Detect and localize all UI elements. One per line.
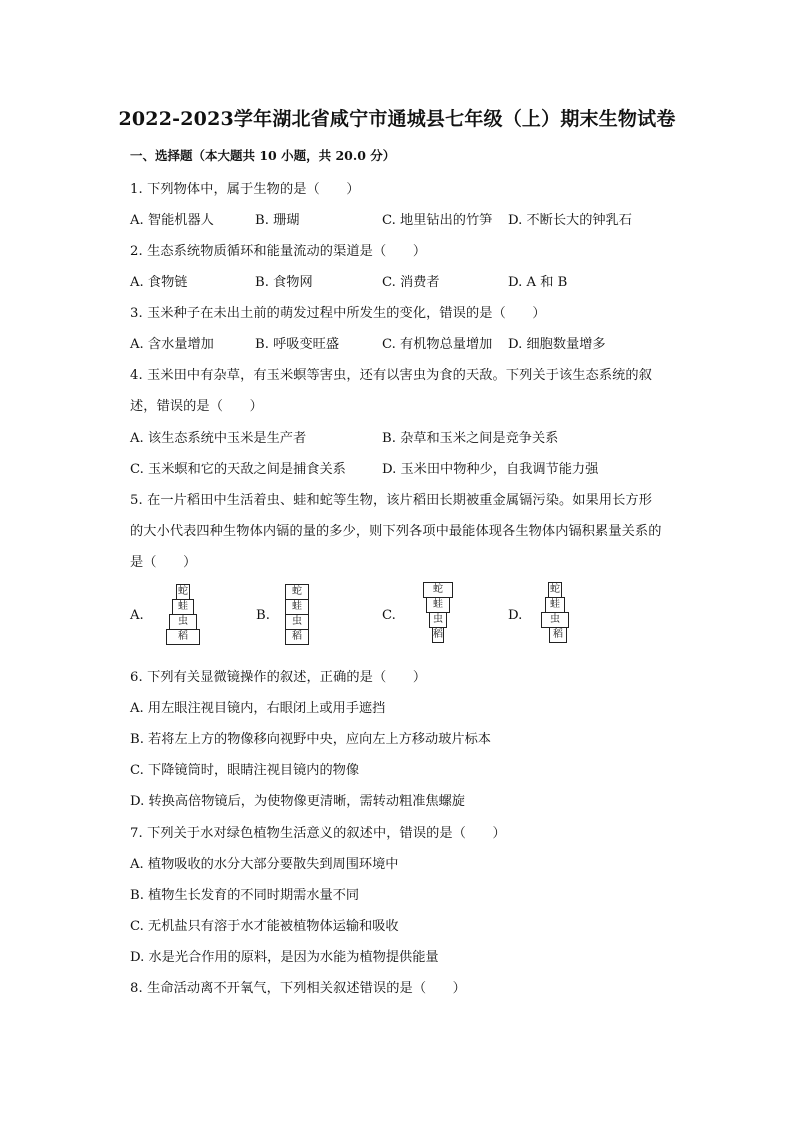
question-5-figure-options xyxy=(130,580,690,655)
q2-option-d: D. A 和 B xyxy=(508,275,568,290)
q3-option-c: C. 有机物总量增加 xyxy=(382,337,493,352)
insect-block: 虫 xyxy=(285,614,309,630)
snake-block: 蛇 xyxy=(285,584,309,600)
q5-option-a-label: A. xyxy=(130,608,144,623)
section-heading: 一、选择题（本大题共 10 小题，共 20.0 分） xyxy=(130,148,396,163)
q1-option-a: A. 智能机器人 xyxy=(130,213,214,228)
insect-block: 虫 xyxy=(541,612,569,628)
question-5-stem-line3: 是（ ） xyxy=(130,555,197,570)
q5-option-c-label: C. xyxy=(382,608,396,623)
q3-option-a: A. 含水量增加 xyxy=(130,337,214,352)
insect-block: 虫 xyxy=(169,614,197,630)
q4-option-d: D. 玉米田中物种少，自我调节能力强 xyxy=(382,462,599,477)
snake-block: 蛇 xyxy=(548,582,562,598)
q6-option-c: C. 下降镜筒时，眼睛注视目镜内的物像 xyxy=(130,763,360,778)
question-2-stem: 2. 生态系统物质循环和能量流动的渠道是（ ） xyxy=(130,244,427,259)
q7-option-b: B. 植物生长发育的不同时期需水量不同 xyxy=(130,888,360,903)
frog-block: 蛙 xyxy=(172,599,194,615)
rice-block: 稻 xyxy=(549,627,567,643)
q3-option-b: B. 呼吸变旺盛 xyxy=(255,337,340,352)
q1-option-b: B. 珊瑚 xyxy=(255,213,300,228)
question-5-stem-line1: 5. 在一片稻田中生活着虫、蛙和蛇等生物，该片稻田长期被重金属镉污染。如果用长方形 xyxy=(130,493,652,508)
question-4-stem-line2: 述，错误的是（ ） xyxy=(130,399,263,414)
q7-option-c: C. 无机盐只有溶于水才能被植物体运输和吸收 xyxy=(130,919,399,934)
q5-option-b-label: B. xyxy=(256,608,270,623)
frog-block: 蛙 xyxy=(285,599,309,615)
question-1-stem: 1. 下列物体中，属于生物的是（ ） xyxy=(130,182,360,197)
rice-block: 稻 xyxy=(166,629,200,645)
q6-option-b: B. 若将左上方的物像移向视野中央，应向左上方移动玻片标本 xyxy=(130,732,491,747)
q2-option-a: A. 食物链 xyxy=(130,275,188,290)
snake-block: 蛇 xyxy=(176,584,190,600)
question-4-stem-line1: 4. 玉米田中有杂草，有玉米螟等害虫，还有以害虫为食的天敌。下列关于该生态系统的叙 xyxy=(130,368,652,383)
q4-option-b: B. 杂草和玉米之间是竞争关系 xyxy=(382,431,559,446)
rice-block: 稻 xyxy=(432,627,444,643)
frog-block: 蛙 xyxy=(426,597,450,613)
q2-option-b: B. 食物网 xyxy=(255,275,313,290)
q6-option-d: D. 转换高倍物镜后，为使物像更清晰，需转动粗准焦螺旋 xyxy=(130,794,465,809)
q7-option-d: D. 水是光合作用的原料，是因为水能为植物提供能量 xyxy=(130,950,439,965)
q5-option-d-label: D. xyxy=(508,608,523,623)
q4-option-c: C. 玉米螟和它的天敌之间是捕食关系 xyxy=(130,462,346,477)
question-5-stem-line2: 的大小代表四种生物体内镉的量的多少，则下列各项中最能体现各生物体内镉积累量关系的 xyxy=(130,524,662,539)
exam-title: 2022-2023学年湖北省咸宁市通城县七年级（上）期末生物试卷 xyxy=(118,108,676,130)
question-6-stem: 6. 下列有关显微镜操作的叙述，正确的是（ ） xyxy=(130,670,427,685)
insect-block: 虫 xyxy=(429,612,447,628)
snake-block: 蛇 xyxy=(423,582,453,598)
q1-option-d: D. 不断长大的钟乳石 xyxy=(508,213,632,228)
q7-option-a: A. 植物吸收的水分大部分要散失到周围环境中 xyxy=(130,857,399,872)
q3-option-d: D. 细胞数量增多 xyxy=(508,337,606,352)
q6-option-a: A. 用左眼注视目镜内，右眼闭上或用手遮挡 xyxy=(130,701,386,716)
rice-block: 稻 xyxy=(285,629,309,645)
frog-block: 蛙 xyxy=(545,597,565,613)
question-8-stem: 8. 生命活动离不开氧气，下列相关叙述错误的是（ ） xyxy=(130,981,466,996)
question-7-stem: 7. 下列关于水对绿色植物生活意义的叙述中，错误的是（ ） xyxy=(130,826,506,841)
q1-option-c: C. 地里钻出的竹笋 xyxy=(382,213,493,228)
q4-option-a: A. 该生态系统中玉米是生产者 xyxy=(130,431,307,446)
question-3-stem: 3. 玉米种子在未出土前的萌发过程中所发生的变化，错误的是（ ） xyxy=(130,306,546,321)
q2-option-c: C. 消费者 xyxy=(382,275,440,290)
